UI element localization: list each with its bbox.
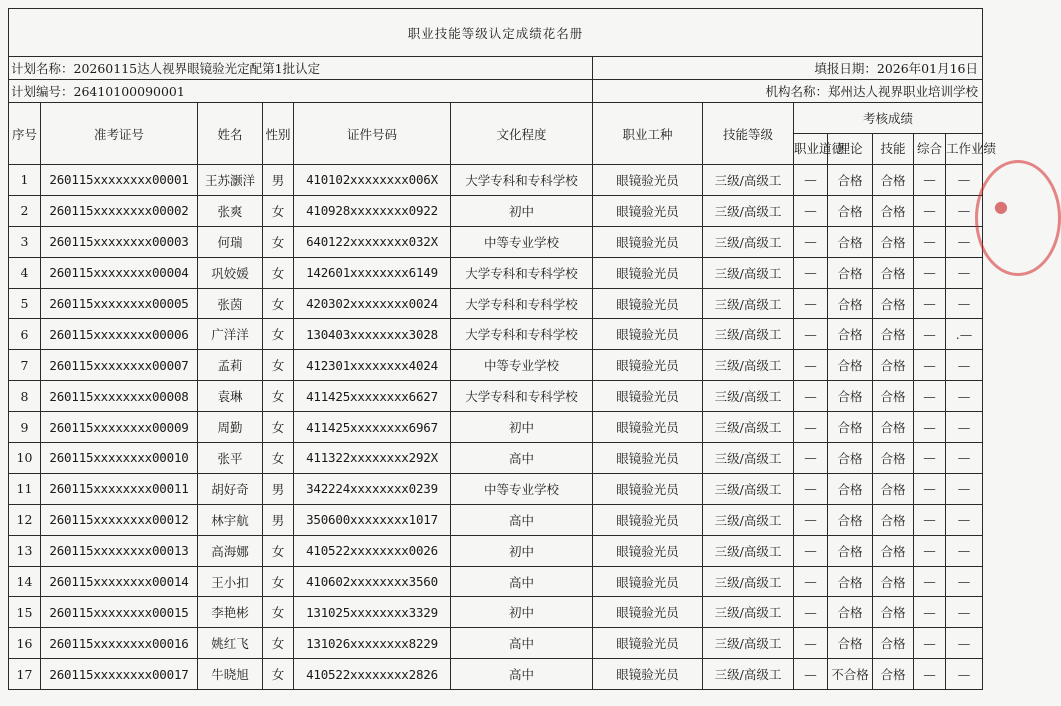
row-work-performance: — (946, 226, 983, 257)
row-occupation: 眼镜验光员 (593, 226, 703, 257)
row-occupation: 眼镜验光员 (593, 165, 703, 196)
report-date: 填报日期：2026年01月16日 (593, 57, 983, 80)
row-gender: 女 (263, 319, 294, 350)
row-education: 大学专科和专科学校 (451, 319, 593, 350)
row-ethics: — (794, 257, 828, 288)
row-seq: 10 (9, 443, 41, 474)
row-skill-level: 三级/高级工 (703, 597, 794, 628)
table-row (9, 504, 983, 535)
row-education: 中等专业学校 (451, 226, 593, 257)
row-skill: 合格 (873, 165, 914, 196)
row-education: 初中 (451, 597, 593, 628)
row-comprehensive: — (914, 659, 946, 690)
table-row (9, 381, 983, 412)
document-title: 职业技能等级认定成绩花名册 (9, 9, 983, 57)
row-gender: 女 (263, 226, 294, 257)
row-skill-level: 三级/高级工 (703, 412, 794, 443)
row-skill-level: 三级/高级工 (703, 504, 794, 535)
row-id-no: 420302xxxxxxxx0024 (294, 288, 451, 319)
row-theory: 合格 (828, 628, 873, 659)
row-education: 大学专科和专科学校 (451, 288, 593, 319)
table-row (9, 412, 983, 443)
row-ethics: — (794, 535, 828, 566)
row-name: 孟莉 (198, 350, 263, 381)
row-seq: 12 (9, 504, 41, 535)
row-skill: 合格 (873, 381, 914, 412)
row-education: 大学专科和专科学校 (451, 381, 593, 412)
row-skill-level: 三级/高级工 (703, 257, 794, 288)
row-skill: 合格 (873, 504, 914, 535)
roster-table (8, 8, 997, 690)
row-occupation: 眼镜验光员 (593, 566, 703, 597)
row-skill: 合格 (873, 566, 914, 597)
row-theory: 合格 (828, 288, 873, 319)
table-row (9, 628, 983, 659)
row-gender: 女 (263, 350, 294, 381)
row-exam-no: 260115xxxxxxxx00012 (41, 504, 198, 535)
row-ethics: — (794, 628, 828, 659)
row-comprehensive: — (914, 350, 946, 381)
row-exam-no: 260115xxxxxxxx00008 (41, 381, 198, 412)
row-education: 高中 (451, 443, 593, 474)
row-skill-level: 三级/高级工 (703, 473, 794, 504)
row-theory: 合格 (828, 381, 873, 412)
table-row (9, 226, 983, 257)
row-skill: 合格 (873, 659, 914, 690)
seal-mark: ● (994, 197, 1008, 216)
header-theory: 理论 (828, 134, 873, 165)
row-gender: 男 (263, 504, 294, 535)
row-work-performance: — (946, 597, 983, 628)
row-seq: 5 (9, 288, 41, 319)
roster-rows (9, 165, 983, 690)
row-gender: 女 (263, 659, 294, 690)
row-seq: 6 (9, 319, 41, 350)
row-name: 张茵 (198, 288, 263, 319)
row-gender: 女 (263, 443, 294, 474)
row-exam-no: 260115xxxxxxxx00015 (41, 597, 198, 628)
row-gender: 女 (263, 195, 294, 226)
row-comprehensive: — (914, 412, 946, 443)
row-id-no: 640122xxxxxxxx032X (294, 226, 451, 257)
row-work-performance: — (946, 350, 983, 381)
row-education: 高中 (451, 628, 593, 659)
row-skill: 合格 (873, 319, 914, 350)
row-work-performance: — (946, 381, 983, 412)
row-name: 高海娜 (198, 535, 263, 566)
row-skill: 合格 (873, 257, 914, 288)
row-ethics: — (794, 473, 828, 504)
row-exam-no: 260115xxxxxxxx00009 (41, 412, 198, 443)
row-occupation: 眼镜验光员 (593, 350, 703, 381)
table-row (9, 288, 983, 319)
row-work-performance: — (946, 535, 983, 566)
row-theory: 合格 (828, 473, 873, 504)
row-id-no: 411425xxxxxxxx6627 (294, 381, 451, 412)
row-exam-no: 260115xxxxxxxx00011 (41, 473, 198, 504)
row-comprehensive: — (914, 381, 946, 412)
row-exam-no: 260115xxxxxxxx00013 (41, 535, 198, 566)
roster-sheet (8, 8, 997, 690)
row-exam-no: 260115xxxxxxxx00005 (41, 288, 198, 319)
row-theory: 合格 (828, 195, 873, 226)
row-ethics: — (794, 165, 828, 196)
table-row (9, 319, 983, 350)
row-gender: 男 (263, 165, 294, 196)
table-row (9, 597, 983, 628)
row-name: 姚红飞 (198, 628, 263, 659)
row-education: 初中 (451, 195, 593, 226)
row-skill: 合格 (873, 195, 914, 226)
row-occupation: 眼镜验光员 (593, 659, 703, 690)
row-ethics: — (794, 288, 828, 319)
row-comprehensive: — (914, 257, 946, 288)
row-skill-level: 三级/高级工 (703, 628, 794, 659)
row-seq: 1 (9, 165, 41, 196)
row-theory: 合格 (828, 566, 873, 597)
row-work-performance: — (946, 195, 983, 226)
header-comprehensive: 综合 (914, 134, 946, 165)
row-exam-no: 260115xxxxxxxx00007 (41, 350, 198, 381)
row-ethics: — (794, 659, 828, 690)
row-seq: 17 (9, 659, 41, 690)
row-gender: 女 (263, 257, 294, 288)
row-occupation: 眼镜验光员 (593, 412, 703, 443)
row-name: 王小扣 (198, 566, 263, 597)
row-ethics: — (794, 319, 828, 350)
row-occupation: 眼镜验光员 (593, 597, 703, 628)
row-exam-no: 260115xxxxxxxx00017 (41, 659, 198, 690)
row-skill: 合格 (873, 350, 914, 381)
row-comprehensive: — (914, 535, 946, 566)
row-occupation: 眼镜验光员 (593, 443, 703, 474)
row-ethics: — (794, 504, 828, 535)
row-work-performance: — (946, 566, 983, 597)
row-education: 高中 (451, 659, 593, 690)
row-skill: 合格 (873, 597, 914, 628)
row-skill: 合格 (873, 412, 914, 443)
row-skill: 合格 (873, 535, 914, 566)
row-skill-level: 三级/高级工 (703, 659, 794, 690)
row-theory: 合格 (828, 165, 873, 196)
row-occupation: 眼镜验光员 (593, 473, 703, 504)
row-education: 大学专科和专科学校 (451, 165, 593, 196)
row-skill-level: 三级/高级工 (703, 535, 794, 566)
row-skill: 合格 (873, 473, 914, 504)
row-id-no: 342224xxxxxxxx0239 (294, 473, 451, 504)
table-row (9, 350, 983, 381)
row-id-no: 131026xxxxxxxx8229 (294, 628, 451, 659)
table-row (9, 566, 983, 597)
row-ethics: — (794, 566, 828, 597)
row-id-no: 411322xxxxxxxx292X (294, 443, 451, 474)
header-name: 姓名 (198, 103, 263, 165)
row-work-performance: — (946, 412, 983, 443)
row-exam-no: 260115xxxxxxxx00006 (41, 319, 198, 350)
row-exam-no: 260115xxxxxxxx00010 (41, 443, 198, 474)
row-occupation: 眼镜验光员 (593, 504, 703, 535)
row-comprehensive: — (914, 566, 946, 597)
row-comprehensive: — (914, 504, 946, 535)
row-id-no: 412301xxxxxxxx4024 (294, 350, 451, 381)
row-skill-level: 三级/高级工 (703, 288, 794, 319)
row-exam-no: 260115xxxxxxxx00003 (41, 226, 198, 257)
row-theory: 合格 (828, 597, 873, 628)
row-theory: 合格 (828, 443, 873, 474)
header-exam-no: 准考证号 (41, 103, 198, 165)
row-theory: 合格 (828, 535, 873, 566)
row-seq: 4 (9, 257, 41, 288)
row-gender: 男 (263, 473, 294, 504)
row-education: 高中 (451, 504, 593, 535)
row-work-performance: — (946, 628, 983, 659)
row-id-no: 410522xxxxxxxx0026 (294, 535, 451, 566)
row-gender: 女 (263, 628, 294, 659)
row-exam-no: 260115xxxxxxxx00001 (41, 165, 198, 196)
row-theory: 合格 (828, 412, 873, 443)
table-row (9, 535, 983, 566)
row-skill-level: 三级/高级工 (703, 195, 794, 226)
row-seq: 16 (9, 628, 41, 659)
plan-name: 计划名称：20260115达人视界眼镜验光定配第1批认定 (9, 57, 593, 80)
row-seq: 3 (9, 226, 41, 257)
row-occupation: 眼镜验光员 (593, 628, 703, 659)
header-gender: 性别 (263, 103, 294, 165)
row-gender: 女 (263, 535, 294, 566)
row-occupation: 眼镜验光员 (593, 381, 703, 412)
row-name: 林宇航 (198, 504, 263, 535)
row-seq: 11 (9, 473, 41, 504)
table-row (9, 257, 983, 288)
row-exam-no: 260115xxxxxxxx00002 (41, 195, 198, 226)
row-gender: 女 (263, 566, 294, 597)
header-education: 文化程度 (451, 103, 593, 165)
row-work-performance: — (946, 504, 983, 535)
row-comprehensive: — (914, 288, 946, 319)
row-ethics: — (794, 381, 828, 412)
row-seq: 14 (9, 566, 41, 597)
row-skill-level: 三级/高级工 (703, 350, 794, 381)
row-seq: 15 (9, 597, 41, 628)
row-comprehensive: — (914, 226, 946, 257)
row-theory: 合格 (828, 257, 873, 288)
row-name: 王苏灏洋 (198, 165, 263, 196)
row-education: 初中 (451, 412, 593, 443)
row-name: 张平 (198, 443, 263, 474)
row-work-performance: — (946, 257, 983, 288)
row-seq: 9 (9, 412, 41, 443)
row-work-performance: — (946, 473, 983, 504)
row-work-performance: — (946, 165, 983, 196)
row-name: 张爽 (198, 195, 263, 226)
row-gender: 女 (263, 288, 294, 319)
row-occupation: 眼镜验光员 (593, 195, 703, 226)
row-gender: 女 (263, 381, 294, 412)
row-exam-no: 260115xxxxxxxx00004 (41, 257, 198, 288)
row-id-no: 130403xxxxxxxx3028 (294, 319, 451, 350)
row-occupation: 眼镜验光员 (593, 288, 703, 319)
row-ethics: — (794, 226, 828, 257)
row-skill-level: 三级/高级工 (703, 381, 794, 412)
row-theory: 合格 (828, 350, 873, 381)
row-education: 大学专科和专科学校 (451, 257, 593, 288)
row-gender: 女 (263, 597, 294, 628)
row-ethics: — (794, 443, 828, 474)
row-work-performance: — (946, 659, 983, 690)
header-seq: 序号 (9, 103, 41, 165)
row-comprehensive: — (914, 597, 946, 628)
row-id-no: 410102xxxxxxxx006X (294, 165, 451, 196)
row-work-performance: — (946, 443, 983, 474)
row-seq: 8 (9, 381, 41, 412)
row-id-no: 410602xxxxxxxx3560 (294, 566, 451, 597)
row-comprehensive: — (914, 473, 946, 504)
row-id-no: 410522xxxxxxxx2826 (294, 659, 451, 690)
row-name: 周勤 (198, 412, 263, 443)
table-row (9, 443, 983, 474)
row-education: 初中 (451, 535, 593, 566)
row-seq: 7 (9, 350, 41, 381)
row-occupation: 眼镜验光员 (593, 257, 703, 288)
row-ethics: — (794, 195, 828, 226)
row-seq: 13 (9, 535, 41, 566)
row-work-performance: — (946, 288, 983, 319)
row-skill: 合格 (873, 288, 914, 319)
header-id-no: 证件号码 (294, 103, 451, 165)
row-id-no: 142601xxxxxxxx6149 (294, 257, 451, 288)
plan-code: 计划编号：26410100090001 (9, 80, 593, 103)
official-seal (975, 160, 1061, 276)
header-skill: 技能 (873, 134, 914, 165)
row-gender: 女 (263, 412, 294, 443)
header-scores-group: 考核成绩 (794, 103, 983, 134)
organization-name: 机构名称：郑州达人视界职业培训学校 (593, 80, 983, 103)
row-seq: 2 (9, 195, 41, 226)
table-row (9, 165, 983, 196)
row-ethics: — (794, 597, 828, 628)
row-exam-no: 260115xxxxxxxx00016 (41, 628, 198, 659)
row-education: 中等专业学校 (451, 350, 593, 381)
row-comprehensive: — (914, 443, 946, 474)
row-theory: 合格 (828, 504, 873, 535)
row-skill-level: 三级/高级工 (703, 165, 794, 196)
row-skill-level: 三级/高级工 (703, 566, 794, 597)
row-id-no: 350600xxxxxxxx1017 (294, 504, 451, 535)
row-name: 牛晓旭 (198, 659, 263, 690)
row-name: 胡好奇 (198, 473, 263, 504)
row-ethics: — (794, 350, 828, 381)
row-id-no: 131025xxxxxxxx3329 (294, 597, 451, 628)
row-skill: 合格 (873, 226, 914, 257)
row-exam-no: 260115xxxxxxxx00014 (41, 566, 198, 597)
header-occupation: 职业工种 (593, 103, 703, 165)
row-comprehensive: — (914, 319, 946, 350)
row-skill-level: 三级/高级工 (703, 319, 794, 350)
row-skill: 合格 (873, 628, 914, 659)
header-skill-level: 技能等级 (703, 103, 794, 165)
row-occupation: 眼镜验光员 (593, 535, 703, 566)
row-skill-level: 三级/高级工 (703, 443, 794, 474)
table-row (9, 473, 983, 504)
row-work-performance: .— (946, 319, 983, 350)
row-comprehensive: — (914, 628, 946, 659)
row-skill-level: 三级/高级工 (703, 226, 794, 257)
row-theory: 合格 (828, 319, 873, 350)
header-work-performance: 工作业绩 (946, 134, 983, 165)
row-ethics: — (794, 412, 828, 443)
row-name: 广洋洋 (198, 319, 263, 350)
row-name: 何瑞 (198, 226, 263, 257)
row-name: 袁琳 (198, 381, 263, 412)
row-education: 中等专业学校 (451, 473, 593, 504)
row-id-no: 410928xxxxxxxx0922 (294, 195, 451, 226)
row-id-no: 411425xxxxxxxx6967 (294, 412, 451, 443)
row-education: 高中 (451, 566, 593, 597)
row-name: 李艳彬 (198, 597, 263, 628)
row-occupation: 眼镜验光员 (593, 319, 703, 350)
row-theory: 不合格 (828, 659, 873, 690)
header-ethics: 职业道德 (794, 134, 828, 165)
table-row (9, 195, 983, 226)
row-skill: 合格 (873, 443, 914, 474)
row-comprehensive: — (914, 165, 946, 196)
table-row (9, 659, 983, 690)
row-theory: 合格 (828, 226, 873, 257)
row-name: 巩姣媛 (198, 257, 263, 288)
row-comprehensive: — (914, 195, 946, 226)
